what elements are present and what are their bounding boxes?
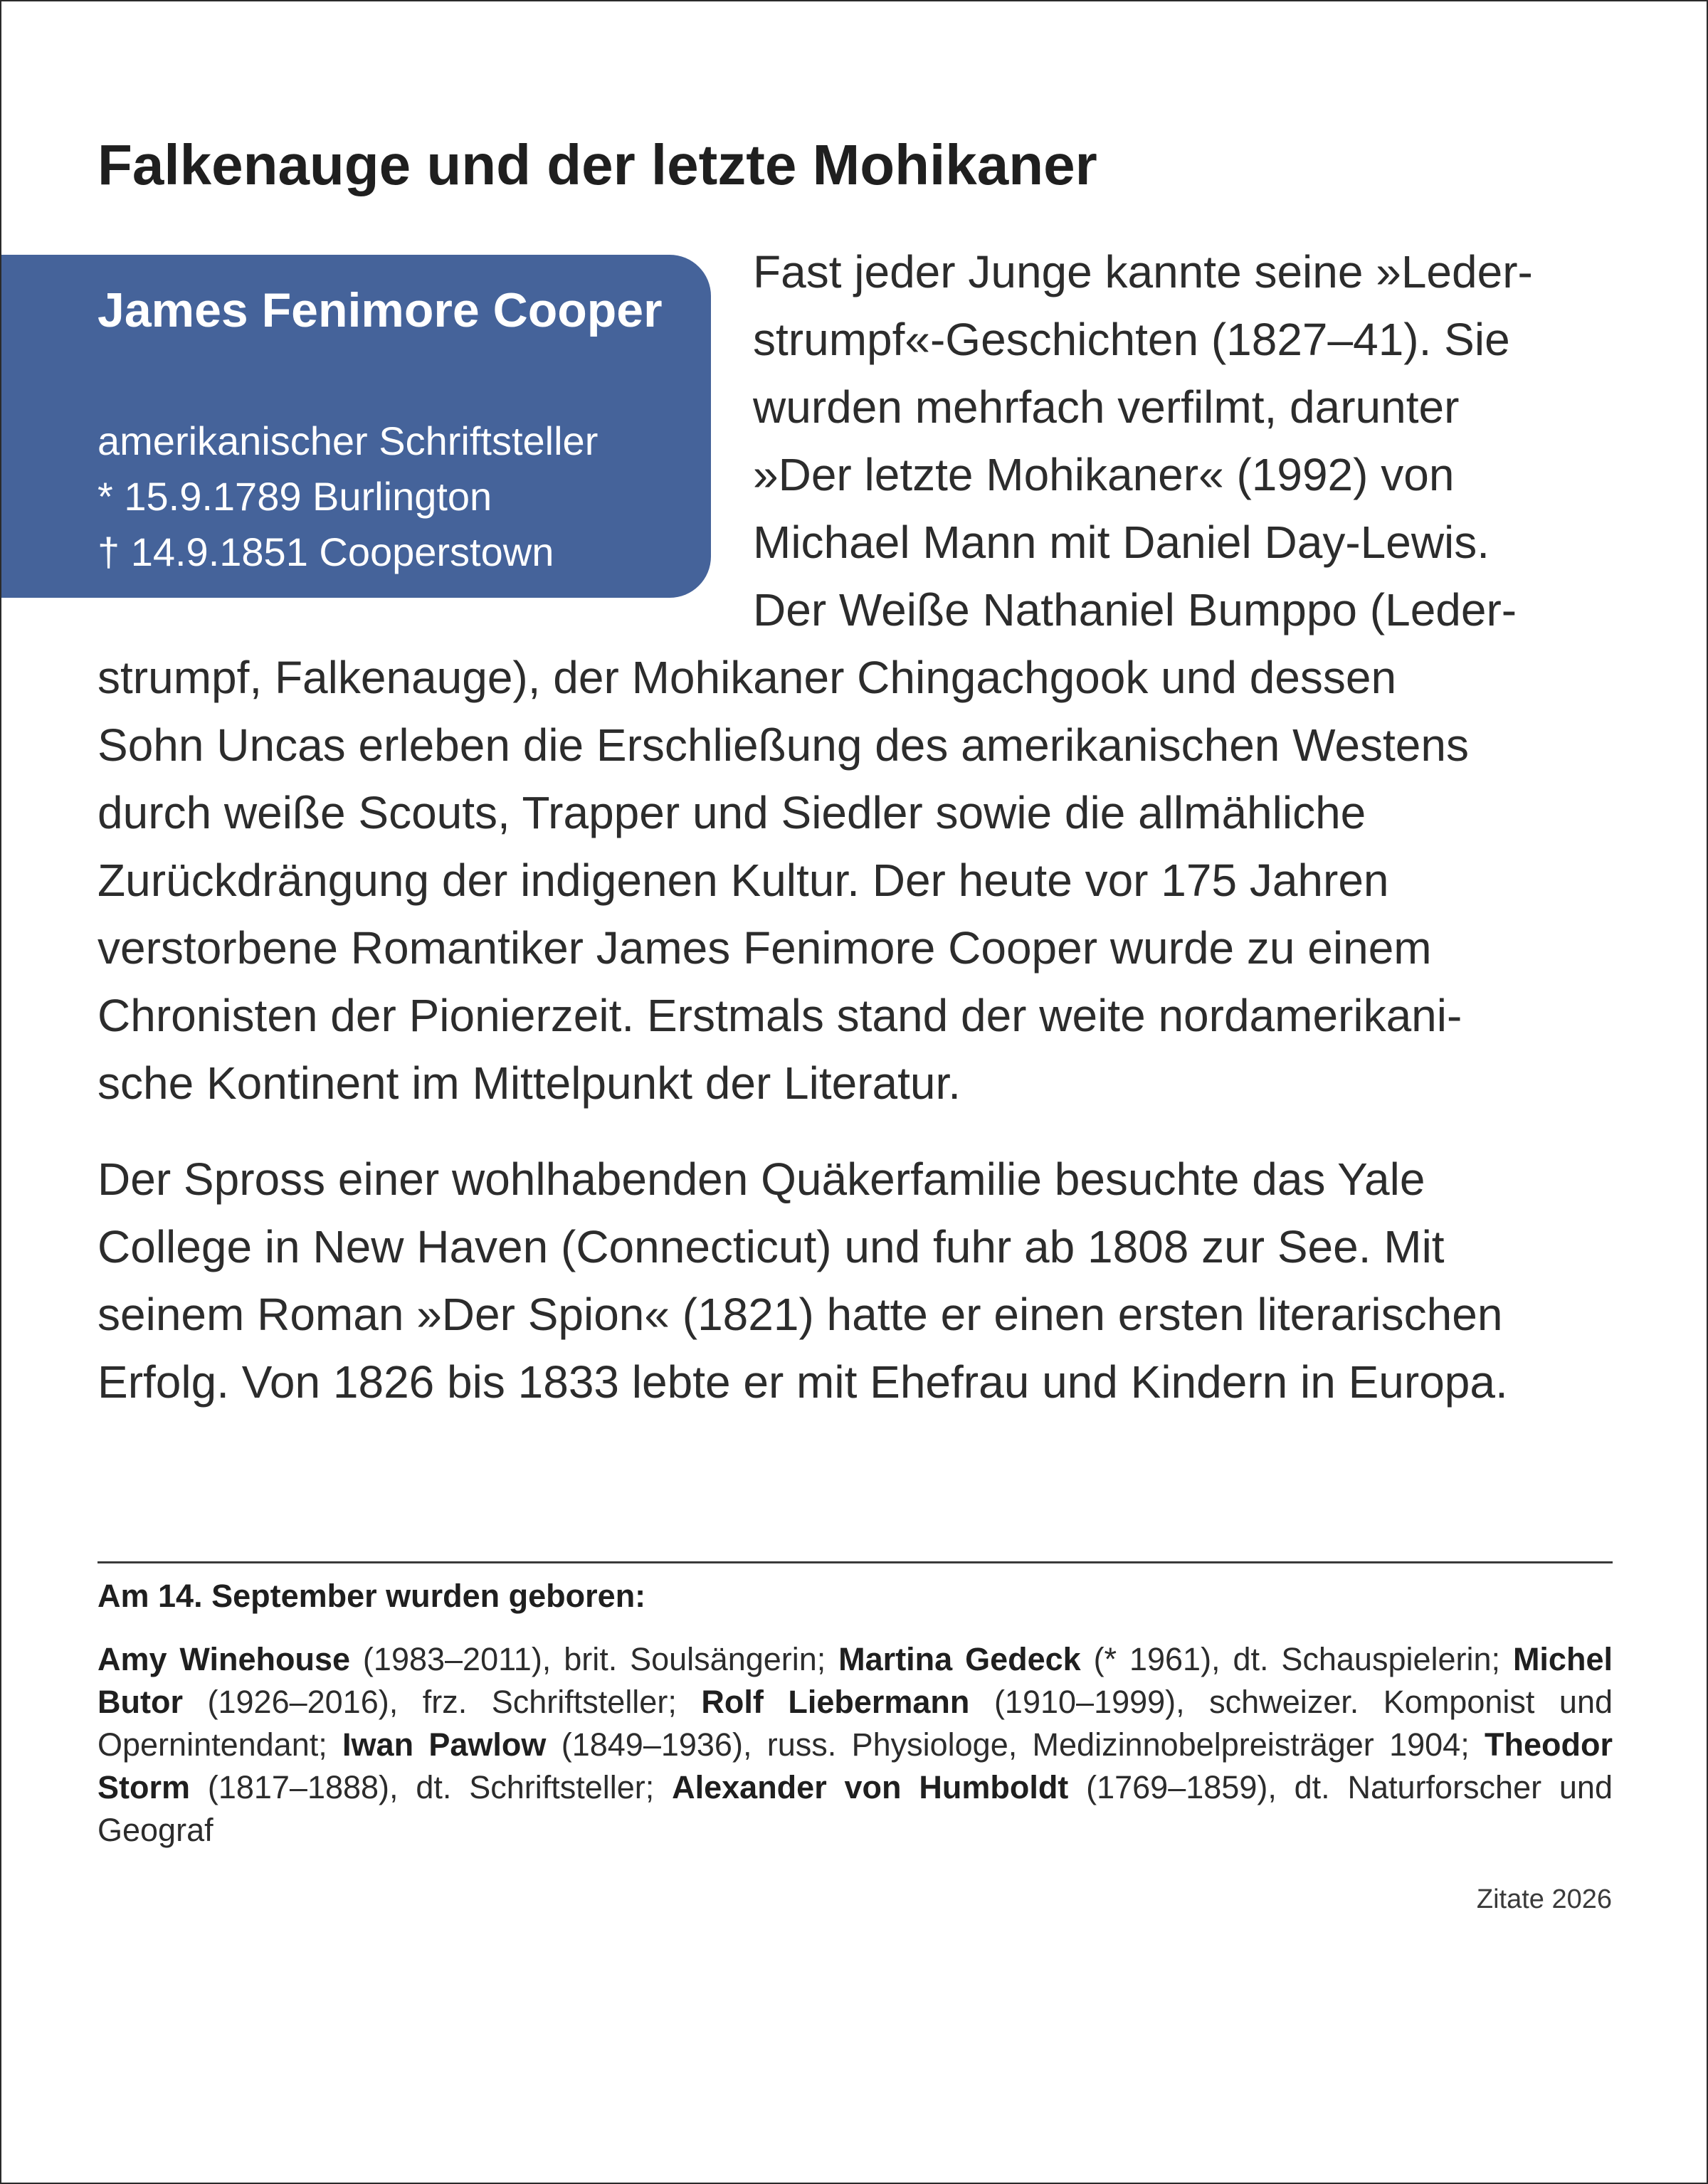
birth-name: Martina Gedeck [838,1641,1081,1677]
bio-profession: amerikanischer Schriftsteller [97,418,599,463]
body-line: Sohn Uncas erleben die Erschließung des amerikanischen Westens [97,719,1469,771]
birth-name: Amy Winehouse [97,1641,351,1677]
birth-detail: (1769–1859), dt. Naturforscher und Geograf [97,1769,1613,1848]
body-line: verstorbene Romantiker James Fenimore Cooper wurde zu einem [97,922,1432,974]
bio-name: James Fenimore Cooper [97,283,663,337]
birth-name: Iwan Pawlow [342,1726,547,1763]
birth-name: Theodor Storm [97,1726,1613,1805]
bio-death: † 14.9.1851 Cooperstown [97,529,554,574]
birth-name: Rolf Liebermann [701,1684,970,1720]
births-list [97,1638,1613,1852]
birth-detail: (1817–1888), dt. Schriftsteller; [190,1769,673,1805]
body-line: wurden mehrfach verfilmt, darunter [753,381,1460,433]
body-line: durch weiße Scouts, Trapper und Siedler sowie die allmähliche [97,787,1366,838]
birth-detail: (* 1961), dt. Schauspielerin; [1080,1641,1513,1677]
birth-detail: (1926–2016), frz. Schriftsteller; [182,1684,702,1720]
body-line: Erfolg. Von 1826 bis 1833 lebte er mit Ehefrau und Kindern in Europa. [97,1356,1508,1408]
bio-birth: * 15.9.1789 Burlington [97,474,492,519]
body-line: Michael Mann mit Daniel Day-Lewis. [753,517,1490,568]
body-line: strumpf«-Geschichten (1827–41). Sie [753,314,1510,365]
body-line: strumpf, Falkenauge), der Mohikaner Chingachgook und dessen [97,652,1397,703]
body-line: Zurückdrängung der indigenen Kultur. Der heute vor 175 Jahren [97,855,1389,906]
births-heading: Am 14. September wurden geboren: [97,1578,646,1614]
body-line: »Der letzte Mohikaner« (1992) von [753,449,1455,500]
birth-detail: (1983–2011), brit. Soulsängerin; [350,1641,839,1677]
body-line: sche Kontinent im Mittelpunkt der Literatur. [97,1057,961,1109]
body-line: Der Spross einer wohlhabenden Quäkerfamilie besuchte das Yale [97,1154,1425,1205]
bio-box [1,255,711,598]
birth-detail: (1849–1936), russ. Physiologe, Medizinnobelpreisträger 1904; [546,1726,1485,1763]
body-line: Chronisten der Pionierzeit. Erstmals stand der weite nordamerikani- [97,990,1462,1041]
birth-name: Michel Butor [97,1641,1613,1720]
birth-detail: (1910–1999), schweizer. Komponist und Opernintendant; [97,1684,1613,1763]
body-line: Fast jeder Junge kannte seine »Leder- [753,246,1533,297]
page-title: Falkenauge und der letzte Mohikaner [97,133,1097,196]
section-divider [97,1561,1613,1563]
body-line: College in New Haven (Connecticut) und fuhr ab 1808 zur See. Mit [97,1221,1445,1272]
body-line: seinem Roman »Der Spion« (1821) hatte er einen ersten literarischen [97,1289,1503,1340]
body-line: Der Weiße Nathaniel Bumppo (Leder- [753,584,1517,635]
birth-name: Alexander von Humboldt [672,1769,1069,1805]
footer-credit: Zitate 2026 [1476,1884,1612,1914]
